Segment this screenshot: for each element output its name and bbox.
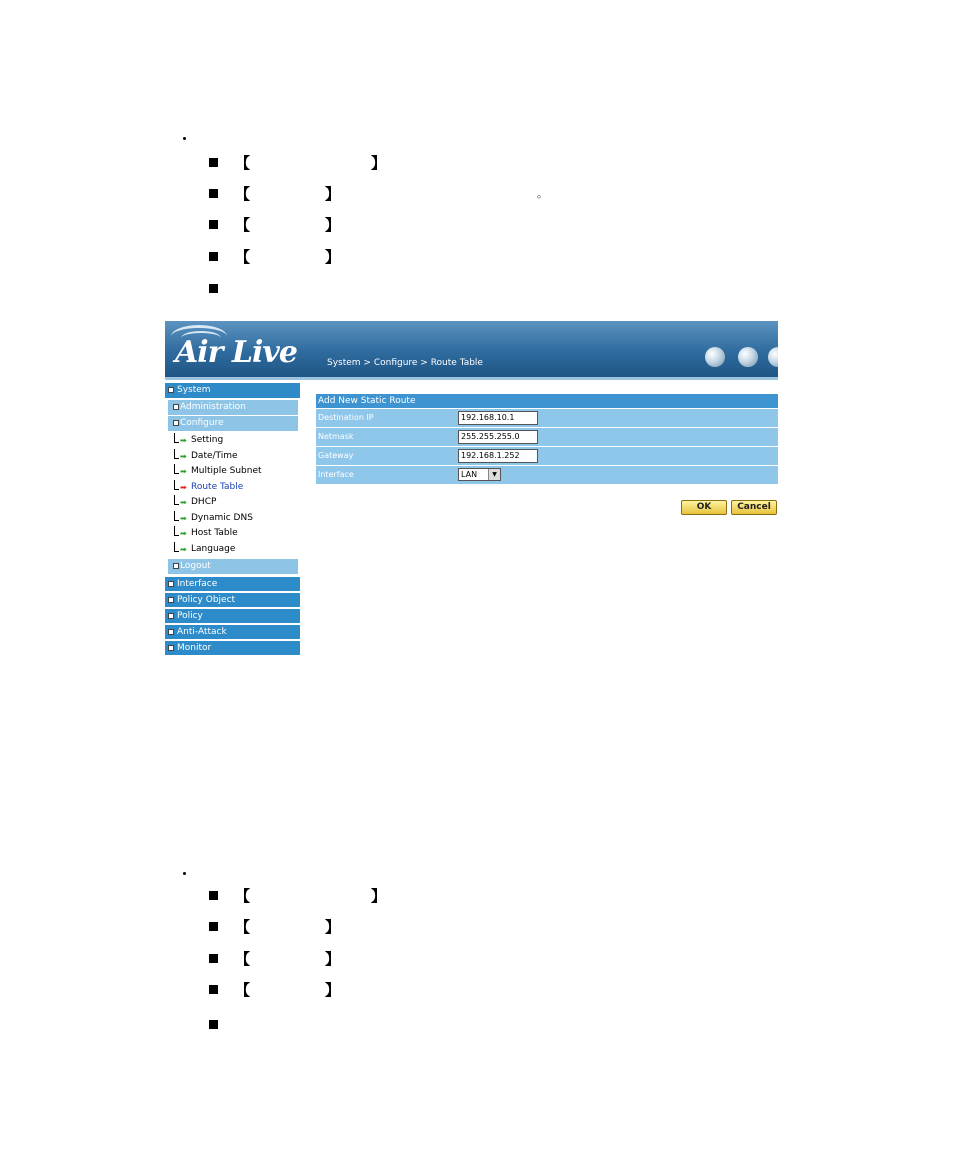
destination-ip-input[interactable]: 192.168.10.1 (458, 411, 538, 425)
square-bullet-icon (209, 985, 218, 994)
leaf-label: Route Table (191, 482, 244, 492)
tree-line (174, 433, 179, 443)
open-bracket: 【 (235, 185, 251, 203)
expand-icon (168, 581, 174, 587)
interface-select-value: LAN (461, 470, 478, 479)
sidebar-item-logout[interactable] (168, 559, 298, 574)
sidebar-leaf-route-table[interactable] (174, 480, 243, 495)
expand-icon (173, 563, 179, 569)
netmask-label: Netmask (318, 432, 354, 441)
sidebar-item-label: Interface (177, 579, 218, 589)
interface-row (316, 466, 778, 484)
breadcrumb: System > Configure > Route Table (327, 358, 483, 368)
sidebar-item-label: Administration (180, 402, 246, 412)
square-bullet-icon (209, 158, 218, 167)
sidebar-item-label: Monitor (177, 643, 212, 653)
square-bullet-icon (209, 954, 218, 963)
close-bracket: 】 (325, 248, 341, 266)
leaf-label: Language (191, 544, 236, 554)
open-bracket: 【 (235, 981, 251, 999)
open-bracket: 【 (235, 248, 251, 266)
square-bullet-icon (209, 891, 218, 900)
green-arrow-icon: ➡ (180, 529, 187, 538)
cancel-button[interactable]: Cancel (731, 500, 777, 515)
green-arrow-icon: ➡ (180, 436, 187, 445)
panel-title: Add New Static Route (316, 394, 778, 408)
square-bullet-icon (209, 1020, 218, 1029)
open-bracket: 【 (235, 887, 251, 905)
collapse-icon (173, 420, 179, 426)
destination-ip-row (316, 409, 778, 427)
tree-line (174, 526, 179, 536)
close-bracket: 】 (325, 216, 341, 234)
sidebar-item-label: Configure (180, 418, 224, 428)
globe-icon[interactable] (705, 347, 725, 367)
square-bullet-icon (209, 220, 218, 229)
square-bullet-icon (209, 284, 218, 293)
power-globe-icon[interactable] (768, 347, 778, 367)
close-bracket: 】 (325, 981, 341, 999)
green-arrow-icon: ➡ (180, 514, 187, 523)
header-banner (165, 321, 778, 377)
close-bracket: 】 (371, 887, 387, 905)
close-bracket: 】 (371, 154, 387, 172)
trailing-period: 。 (537, 187, 548, 200)
interface-select[interactable] (458, 468, 501, 481)
square-bullet-icon (209, 252, 218, 261)
open-bracket: 【 (235, 216, 251, 234)
gateway-input[interactable]: 192.168.1.252 (458, 449, 538, 463)
sidebar-item-label: System (177, 385, 211, 395)
section1-row-2 (209, 185, 569, 203)
sidebar-item-policy-object[interactable] (165, 593, 300, 608)
tree-line (174, 495, 179, 505)
netmask-input[interactable]: 255.255.255.0 (458, 430, 538, 444)
collapse-icon (168, 387, 174, 393)
tree-line (174, 480, 179, 490)
close-bracket: 】 (325, 185, 341, 203)
sidebar-item-label: Logout (180, 561, 211, 571)
banner-divider (165, 377, 778, 380)
leaf-label: Multiple Subnet (191, 466, 262, 476)
chevron-down-icon[interactable]: ▼ (488, 469, 500, 480)
section2-dot (183, 872, 186, 875)
sidebar-leaf-host-table[interactable] (174, 526, 238, 541)
open-bracket: 【 (235, 154, 251, 172)
open-bracket: 【 (235, 918, 251, 936)
open-bracket: 【 (235, 950, 251, 968)
square-bullet-icon (209, 189, 218, 198)
interface-label: Interface (318, 470, 354, 479)
sidebar-leaf-language[interactable] (174, 542, 235, 557)
sidebar-item-policy[interactable] (165, 609, 300, 624)
expand-icon (168, 613, 174, 619)
sidebar-leaf-multiple-subnet[interactable] (174, 464, 262, 479)
ok-button[interactable]: OK (681, 500, 727, 515)
close-bracket: 】 (325, 950, 341, 968)
airlive-logo: Air Live (175, 335, 297, 370)
square-bullet-icon (209, 922, 218, 931)
green-arrow-icon: ➡ (180, 467, 187, 476)
sidebar-leaf-datetime[interactable] (174, 449, 238, 464)
leaf-label: DHCP (191, 497, 217, 507)
sidebar-leaf-dynamic-dns[interactable] (174, 511, 253, 526)
leaf-label: Setting (191, 435, 224, 445)
sidebar-item-configure[interactable] (168, 416, 298, 431)
sidebar-item-label: Anti-Attack (177, 627, 227, 637)
netmask-row (316, 428, 778, 446)
tree-line (174, 542, 179, 552)
tree-line (174, 464, 179, 474)
section1-dot (183, 137, 186, 140)
sidebar-item-interface[interactable] (165, 577, 300, 592)
sidebar-item-label: Policy Object (177, 595, 236, 605)
tree-line (174, 511, 179, 521)
sidebar-item-anti-attack[interactable] (165, 625, 300, 640)
leaf-label: Dynamic DNS (191, 513, 253, 523)
green-arrow-icon: ➡ (180, 498, 187, 507)
globe-network-icon[interactable] (738, 347, 758, 367)
expand-icon (168, 597, 174, 603)
destination-ip-label: Destination IP (318, 413, 374, 422)
expand-icon (173, 404, 179, 410)
router-admin-screenshot (165, 321, 778, 658)
tree-line (174, 449, 179, 459)
sidebar-item-system[interactable] (165, 383, 300, 398)
sidebar-leaf-dhcp[interactable] (174, 495, 216, 510)
expand-icon (168, 645, 174, 651)
sidebar-item-label: Policy (177, 611, 203, 621)
red-arrow-icon: ➡ (180, 483, 187, 492)
expand-icon (168, 629, 174, 635)
sidebar-item-administration[interactable] (168, 400, 298, 415)
leaf-label: Host Table (191, 528, 238, 538)
close-bracket: 】 (325, 918, 341, 936)
gateway-row (316, 447, 778, 465)
green-arrow-icon: ➡ (180, 545, 187, 554)
sidebar-item-monitor[interactable] (165, 641, 300, 656)
sidebar-leaf-setting[interactable] (174, 433, 223, 448)
leaf-label: Date/Time (191, 451, 238, 461)
green-arrow-icon: ➡ (180, 452, 187, 461)
gateway-label: Gateway (318, 451, 354, 460)
